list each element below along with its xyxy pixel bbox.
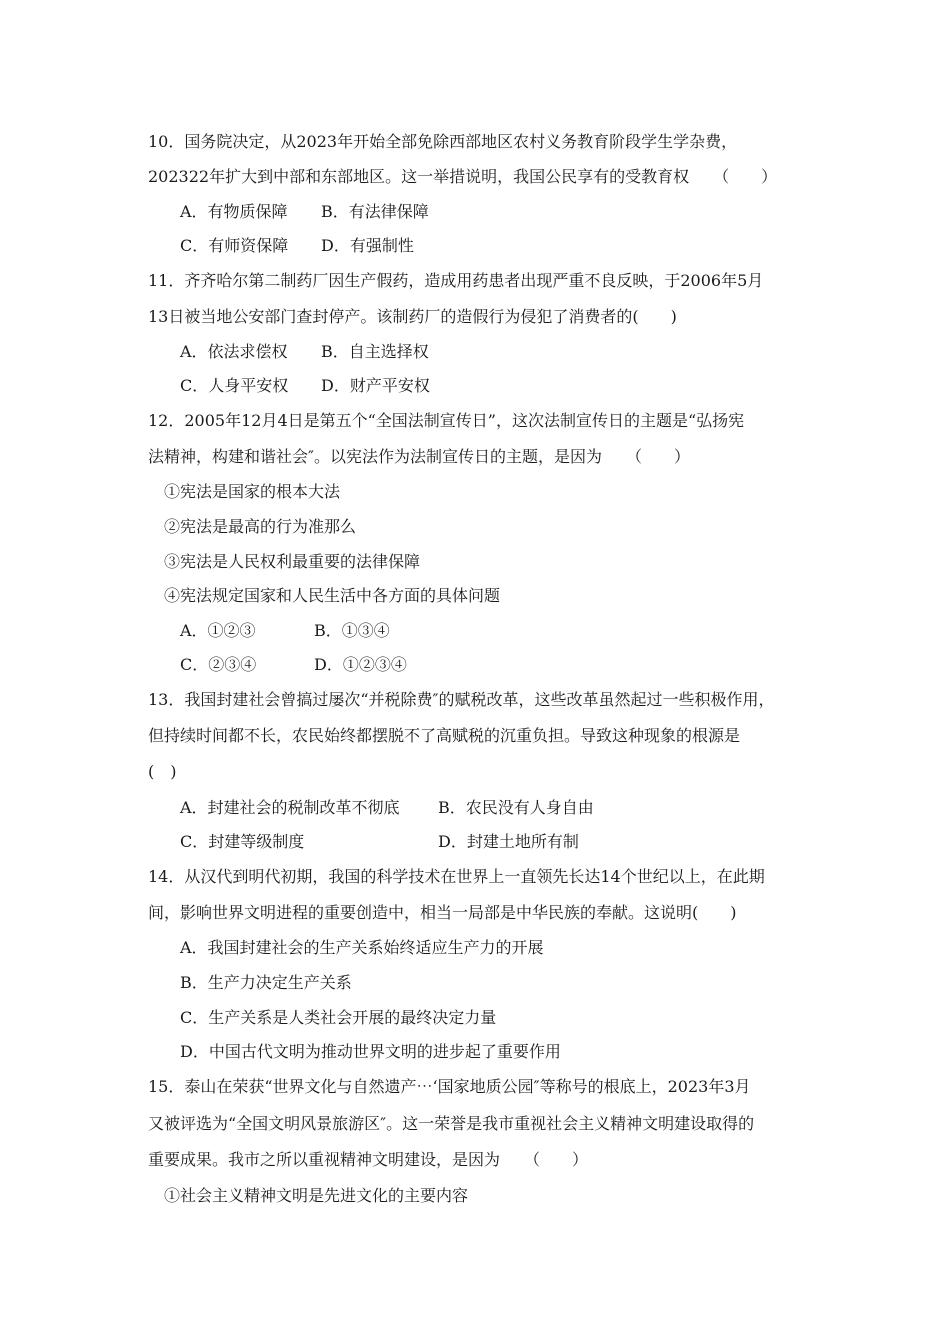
- q12-option-d: D．①②③④: [314, 655, 407, 674]
- q12-statement-4: ④宪法规定国家和人民生活中各方面的具体问题: [164, 586, 501, 605]
- q14-line-1: 14．从汉代到明代初期，我国的科学技术在世界上一直领先长达14个世纪以上，在此期: [148, 867, 765, 886]
- q13-option-d: D．封建土地所有制: [438, 832, 579, 851]
- q14-option-a: A．我国封建社会的生产关系始终适应生产力的开展: [180, 938, 544, 957]
- q10-option-b: B．有法律保障: [321, 202, 429, 221]
- q15-statement-1: ①社会主义精神文明是先进文化的主要内容: [164, 1186, 469, 1205]
- q10-line-1: 10．国务院决定，从2023年开始全部免除西部地区农村义务教育阶段学生学杂费，: [148, 132, 738, 151]
- q12-line-2: 法精神，构建和谐社会″。以宪法作为法制宣传日的主题，是因为 （ ）: [148, 447, 690, 466]
- q14-option-c: C．生产关系是人类社会开展的最终决定力量: [180, 1008, 497, 1027]
- q11-line-2: 13日被当地公安部门查封停产。该制药厂的造假行为侵犯了消费者的( ): [148, 307, 677, 326]
- q12-option-a: A．①②③: [180, 621, 256, 640]
- q13-line-2: 但持续时间都不长，农民始终都摆脱不了高赋税的沉重负担。导致这种现象的根源是: [148, 726, 741, 745]
- q10-option-c: C．有师资保障: [180, 236, 289, 255]
- q13-option-c: C．封建等级制度: [180, 832, 305, 851]
- q12-statement-1: ①宪法是国家的根本大法: [164, 482, 341, 501]
- q10-line-2: 202322年扩大到中部和东部地区。这一举措说明，我国公民享有的受教育权 （ ）: [148, 167, 778, 186]
- q12-option-c: C．②③④: [180, 655, 257, 674]
- q11-option-d: D．财产平安权: [321, 376, 430, 395]
- q11-line-1: 11．齐齐哈尔第二制药厂因生产假药，造成用药患者出现严重不良反映，于2006年5月: [148, 271, 764, 290]
- q12-statement-3: ③宪法是人民权利最重要的法律保障: [164, 552, 421, 571]
- q13-line-3: ( ): [148, 762, 177, 781]
- q13-option-b: B．农民没有人身自由: [438, 798, 594, 817]
- q12-line-1: 12．2005年12月4日是第五个“全国法制宣传日”，这次法制宣传日的主题是“弘扬宪: [148, 411, 745, 430]
- q15-line-3: 重要成果。我市之所以重视精神文明建设，是因为 （ ）: [148, 1150, 589, 1169]
- q13-line-1: 13．我国封建社会曾搞过屡次“并税除费″的赋税改革，这些改革虽然起过一些积极作用，: [148, 690, 775, 709]
- q13-option-a: A．封建社会的税制改革不彻底: [180, 798, 400, 817]
- q14-line-2: 间，影响世界文明进程的重要创造中，相当一局部是中华民族的奉献。这说明( ): [148, 903, 737, 922]
- q15-line-1: 15．泰山在荣获“世界文化与自然遗产⋯‘国家地质公园″等称号的根底上，2023年3月: [148, 1077, 751, 1096]
- q14-option-b: B．生产力决定生产关系: [180, 973, 352, 992]
- q15-line-2: 又被评选为“全国文明风景旅游区″。这一荣誉是我市重视社会主义精神文明建设取得的: [148, 1114, 755, 1133]
- q11-option-c: C．人身平安权: [180, 376, 289, 395]
- q11-option-a: A．依法求偿权: [180, 342, 288, 361]
- q14-option-d: D．中国古代文明为推动世界文明的进步起了重要作用: [180, 1042, 561, 1061]
- q12-statement-2: ②宪法是最高的行为准那么: [164, 517, 357, 536]
- q11-option-b: B．自主选择权: [321, 342, 429, 361]
- q10-option-d: D．有强制性: [321, 236, 414, 255]
- q10-option-a: A．有物质保障: [180, 202, 288, 221]
- q12-option-b: B．①③④: [314, 621, 390, 640]
